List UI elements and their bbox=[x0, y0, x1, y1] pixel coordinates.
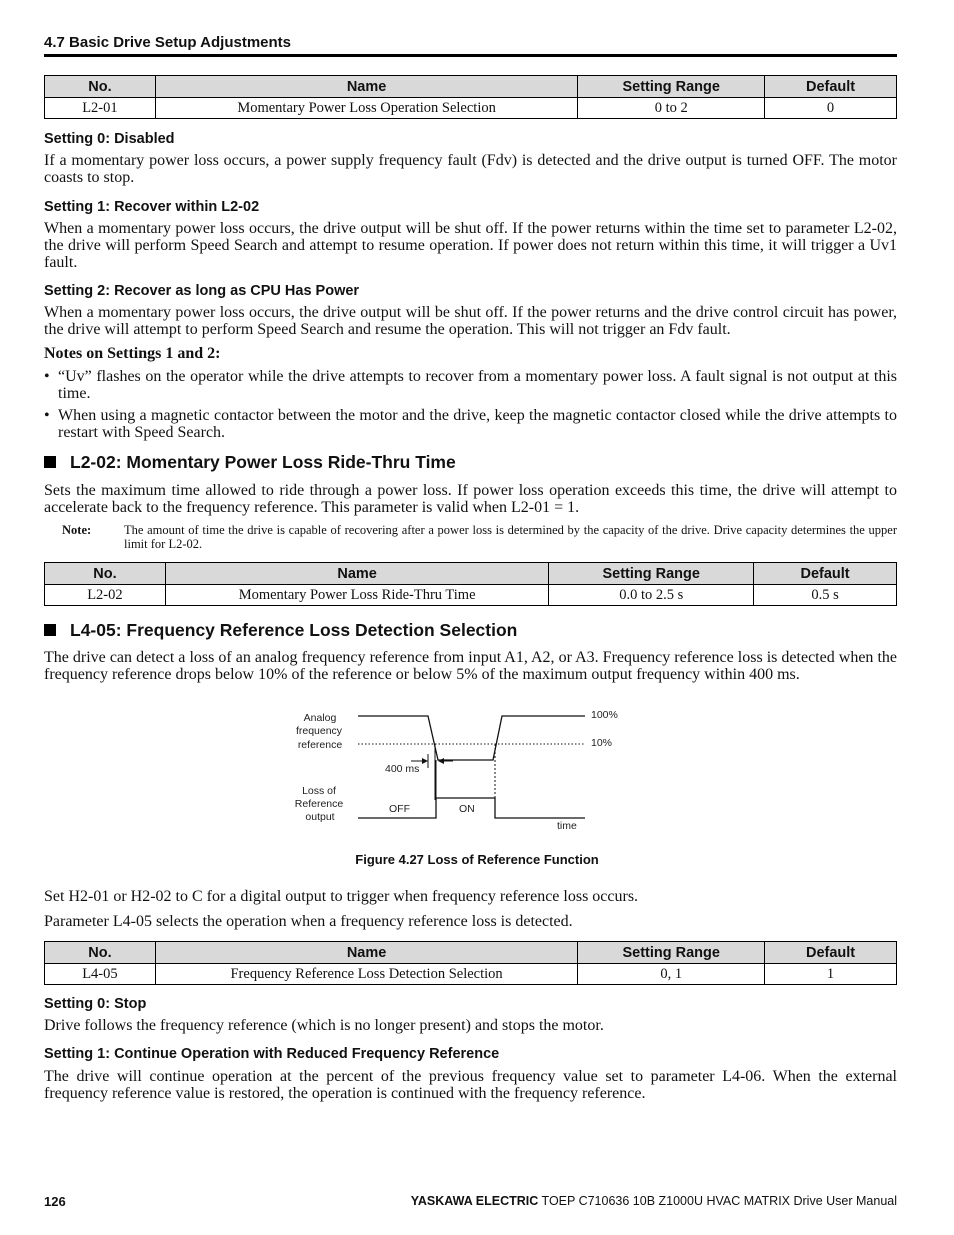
cell-name: Momentary Power Loss Operation Selection bbox=[155, 98, 577, 119]
setting-0-title: Setting 0: Disabled bbox=[44, 131, 175, 147]
col-header-no: No. bbox=[45, 563, 166, 585]
note-label: Note: bbox=[62, 523, 92, 537]
col-header-no: No. bbox=[45, 942, 156, 964]
cell-range: 0 to 2 bbox=[578, 98, 765, 119]
figure-caption: Figure 4.27 Loss of Reference Function bbox=[355, 852, 599, 867]
col-header-name: Name bbox=[165, 563, 549, 585]
header-rule bbox=[44, 54, 897, 57]
cell-no: L4-05 bbox=[45, 964, 156, 985]
analog-label-line1: Analog bbox=[303, 712, 337, 724]
cell-no: L2-02 bbox=[45, 585, 166, 606]
table-row bbox=[45, 585, 897, 606]
l4-05-setting-1-title: Setting 1: Continue Operation with Reduced Frequency Reference bbox=[44, 1046, 500, 1062]
notes-heading: Notes on Settings 1 and 2: bbox=[44, 345, 221, 362]
section-title: L2-02: Momentary Power Loss Ride-Thru Time bbox=[70, 452, 456, 472]
ms-arrowhead-left bbox=[422, 758, 428, 764]
bullet-marker: • bbox=[44, 368, 50, 385]
l4-05-setting-0-text: Drive follows the frequency reference (which is no longer present) and stops the motor. bbox=[44, 1017, 604, 1034]
cell-name: Frequency Reference Loss Detection Selection bbox=[155, 964, 577, 985]
col-header-name: Name bbox=[155, 76, 577, 98]
cell-range: 0.0 to 2.5 s bbox=[549, 585, 754, 606]
loss-label-line3: output bbox=[305, 811, 335, 823]
analog-label-line2: frequency bbox=[295, 725, 343, 737]
on-label: ON bbox=[459, 803, 475, 815]
off-label: OFF bbox=[389, 803, 410, 815]
cell-no: L2-01 bbox=[45, 98, 156, 119]
col-header-range: Setting Range bbox=[578, 942, 765, 964]
cell-range: 0, 1 bbox=[578, 964, 765, 985]
param-table-l4-05 bbox=[44, 941, 897, 985]
cell-default: 0.5 s bbox=[754, 585, 897, 606]
param-table-l2-01 bbox=[44, 75, 897, 119]
l2-02-description: Sets the maximum time allowed to ride through a power loss. If power loss operation exceeds this time, the drive will attempt to accelerate back to the frequency reference. This parameter is valid when L2-01 = 1. bbox=[44, 482, 897, 516]
section-heading-l4-05 bbox=[44, 620, 517, 641]
cell-default: 0 bbox=[765, 98, 897, 119]
l4-05-para2: Set H2-01 or H2-02 to C for a digital output to trigger when frequency reference loss occurs. bbox=[44, 888, 639, 905]
time-label: time bbox=[557, 820, 577, 832]
setting-0-text: If a momentary power loss occurs, a power supply frequency fault (Fdv) is detected and the drive output is turned OFF. The motor coasts to stop. bbox=[44, 152, 897, 186]
loss-of-reference-diagram bbox=[0, 700, 954, 840]
square-bullet-icon bbox=[44, 456, 56, 468]
table-row bbox=[45, 98, 897, 119]
loss-label-line2: Reference bbox=[294, 798, 344, 810]
page-header-title: 4.7 Basic Drive Setup Adjustments bbox=[44, 34, 292, 51]
col-header-name: Name bbox=[155, 942, 577, 964]
setting-2-title: Setting 2: Recover as long as CPU Has Power bbox=[44, 283, 360, 299]
l4-05-description: The drive can detect a loss of an analog frequency reference from input A1, A2, or A3. Frequency reference loss is detected when the frequency reference drops below 10% of the reference or below 5% of the maximum output frequency within 400 ms. bbox=[44, 649, 897, 683]
note-text: The amount of time the drive is capable of recovering after a power loss is determined by the capacity of the drive. Drive capacity determines the upper limit for L2-02. bbox=[124, 523, 897, 551]
col-header-range: Setting Range bbox=[549, 563, 754, 585]
cell-default: 1 bbox=[765, 964, 897, 985]
l4-05-para3: Parameter L4-05 selects the operation when a frequency reference loss is detected. bbox=[44, 913, 573, 930]
footer-doc: TOEP C710636 10B Z1000U HVAC MATRIX Drive User Manual bbox=[538, 1194, 897, 1208]
footer-doc-info bbox=[411, 1194, 897, 1208]
setting-1-title: Setting 1: Recover within L2-02 bbox=[44, 199, 260, 215]
square-bullet-icon bbox=[44, 624, 56, 636]
cell-name: Momentary Power Loss Ride-Thru Time bbox=[165, 585, 549, 606]
list-item bbox=[44, 368, 897, 404]
setting-2-text: When a momentary power loss occurs, the drive output will be shut off. If the power returns and the drive control circuit has power, the drive will attempt to perform Speed Search and resume the operation. This will not trigger an Fdv fault. bbox=[44, 304, 897, 338]
analog-label-line3: reference bbox=[297, 739, 343, 751]
bullet-text: When using a magnetic contactor between the motor and the drive, keep the magnetic contactor closed while the drive attempts to restart with Speed Search. bbox=[58, 407, 897, 441]
col-header-default: Default bbox=[765, 76, 897, 98]
bullet-marker: • bbox=[44, 407, 50, 424]
l4-05-setting-1-text: The drive will continue operation at the percent of the previous frequency value set to parameter L4-06. When the external frequency reference value is restored, the operation is continued with the frequency reference. bbox=[44, 1068, 897, 1102]
list-item bbox=[44, 407, 897, 443]
footer-brand: YASKAWA ELECTRIC bbox=[410, 1194, 539, 1208]
ms-400-label: 400 ms bbox=[385, 763, 420, 775]
l4-05-setting-0-title: Setting 0: Stop bbox=[44, 996, 147, 1012]
table-row bbox=[45, 964, 897, 985]
analog-signal-line bbox=[358, 716, 585, 760]
loss-label-line1: Loss of bbox=[302, 785, 336, 797]
col-header-range: Setting Range bbox=[578, 76, 765, 98]
section-heading-l2-02 bbox=[44, 452, 456, 473]
param-table-l2-02 bbox=[44, 562, 897, 606]
setting-1-text: When a momentary power loss occurs, the drive output will be shut off. If the power returns within the time set to parameter L2-02, the drive will perform Speed Search and attempt to resume operation. If power does not return within this time, it will trigger a Uv1 fault. bbox=[44, 220, 897, 271]
bullet-text: “Uv” flashes on the operator while the drive attempts to recover from a momentary power loss. A fault signal is not output at this time. bbox=[58, 368, 897, 402]
ms-arrowhead-right bbox=[438, 758, 444, 764]
col-header-default: Default bbox=[754, 563, 897, 585]
percent-100-label: 100% bbox=[591, 709, 618, 721]
page-number: 126 bbox=[44, 1194, 66, 1209]
percent-10-label: 10% bbox=[591, 737, 613, 749]
section-title: L4-05: Frequency Reference Loss Detection Selection bbox=[70, 620, 518, 640]
col-header-no: No. bbox=[45, 76, 156, 98]
col-header-default: Default bbox=[765, 942, 897, 964]
